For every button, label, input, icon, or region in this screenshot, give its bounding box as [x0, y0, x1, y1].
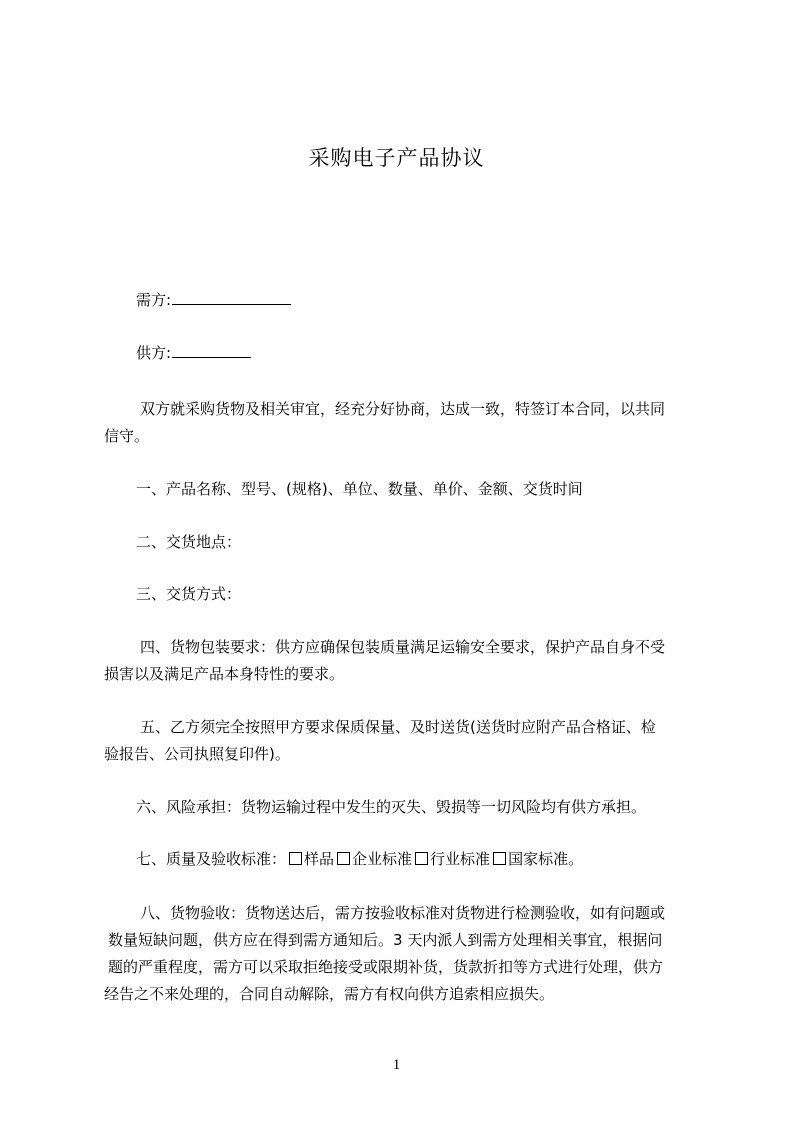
page-number: 1	[392, 1057, 401, 1073]
section-4-line-2: 损害以及满足产品本身特性的要求。	[104, 665, 345, 683]
option-enterprise-standard: 企业标准	[352, 850, 413, 868]
section-5	[104, 714, 704, 768]
intro-paragraph	[104, 396, 704, 450]
checkbox-national-standard[interactable]	[493, 852, 506, 865]
checkbox-industry-standard[interactable]	[415, 852, 428, 865]
buyer-blank	[172, 290, 291, 305]
supplier-blank	[172, 343, 251, 358]
intro-line-1: 双方就采购货物及相关审宜，经充分好协商，达成一致，特签订本合同，以共同	[140, 400, 666, 418]
buyer-line	[104, 287, 736, 314]
checkbox-sample[interactable]	[289, 852, 302, 865]
section-8-line-3: 题的严重程度，需方可以采取拒绝接受或限期补货，货款折扣等方式进行处理，供方	[108, 958, 664, 976]
section-3: 三、交货方式：	[136, 585, 242, 603]
section-2: 二、交货地点：	[136, 533, 242, 551]
section-8-line-4: 经告之不来处理的，合同自动解除，需方有权向供方追索相应损失。	[104, 985, 555, 1003]
section-1: 一、产品名称、型号、(规格)、单位、数量、单价、金额、交货时间	[136, 480, 583, 498]
section-6: 六、风险承担：货物运输过程中发生的灭失、毁损等一切风险均有供方承担。	[136, 798, 647, 816]
section-8	[104, 900, 704, 1008]
checkbox-enterprise-standard[interactable]	[337, 852, 350, 865]
buyer-label: 需方:	[136, 291, 172, 309]
section-8-line-2: 数量短缺问题，供方应在得到需方通知后。3 天内派人到需方处理相关事宜，根据问	[108, 931, 663, 949]
document-title: 采购电子产品协议	[308, 146, 485, 170]
option-industry-standard: 行业标准	[430, 850, 491, 868]
section-5-line-2: 验报告、公司执照复印件)。	[104, 745, 290, 763]
section-7-label: 七、质量及验收标准：	[136, 850, 287, 868]
section-8-line-1: 八、货物验收：货物送达后，需方按验收标准对货物进行检测验收，如有问题或	[140, 904, 666, 922]
intro-line-2: 信守。	[104, 427, 150, 445]
section-4	[104, 634, 704, 688]
supplier-line	[104, 340, 736, 367]
option-national-standard: 国家标准。	[508, 850, 584, 868]
supplier-label: 供方:	[136, 344, 172, 362]
section-7	[104, 846, 736, 873]
option-sample: 样品	[304, 850, 335, 868]
section-4-line-1: 四、货物包装要求：供方应确保包装质量满足运输安全要求，保护产品自身不受	[140, 638, 666, 656]
section-5-line-1: 五、乙方须完全按照甲方要求保质保量、及时送货(送货时应附产品合格证、检	[140, 718, 656, 736]
